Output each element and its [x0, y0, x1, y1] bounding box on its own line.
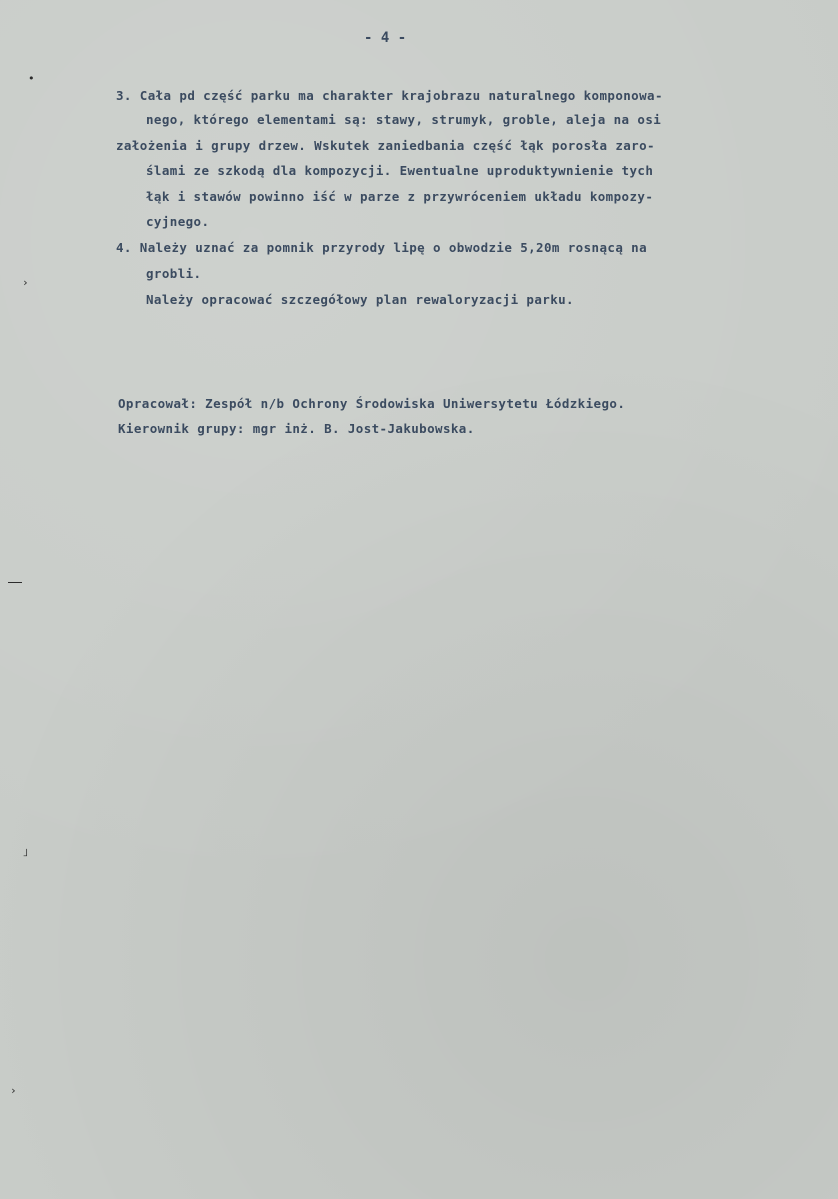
section-4-line-2: grobli.: [146, 266, 202, 281]
section-4-line-3: Należy opracować szczegółowy plan rewaloryzacji parku.: [146, 292, 574, 307]
section-3-line-5: łąk i stawów powinno iść w parze z przywróceniem układu kompozy-: [146, 189, 654, 204]
prepared-by: Opracował: Zespół n/b Ochrony Środowiska Uniwersytetu Łódzkiego.: [118, 396, 626, 411]
binding-mark-1: •: [28, 72, 35, 85]
binding-mark-2: ›: [22, 276, 29, 289]
binding-mark-3: [8, 582, 22, 583]
section-3-line-4: ślami ze szkodą dla kompozycji. Ewentualne uproduktywnienie tych: [146, 163, 654, 178]
group-leader: Kierownik grupy: mgr inż. B. Jost-Jakubowska.: [118, 421, 475, 436]
binding-mark-4: ˩: [22, 846, 29, 859]
section-3-line-3: założenia i grupy drzew. Wskutek zaniedbania część łąk porosła zaro-: [116, 138, 655, 153]
section-3-line-6: cyjnego.: [146, 214, 210, 229]
section-3-line-1: 3. Cała pd część parku ma charakter krajobrazu naturalnego komponowa-: [116, 88, 663, 103]
section-4-line-1: 4. Należy uznać za pomnik przyrody lipę o obwodzie 5,20m rosnącą na: [116, 240, 648, 255]
section-3-line-2: nego, którego elementami są: stawy, strumyk, groble, aleja na osi: [146, 112, 662, 127]
binding-mark-5: ›: [10, 1084, 17, 1097]
page-number: - 4 -: [364, 30, 407, 46]
